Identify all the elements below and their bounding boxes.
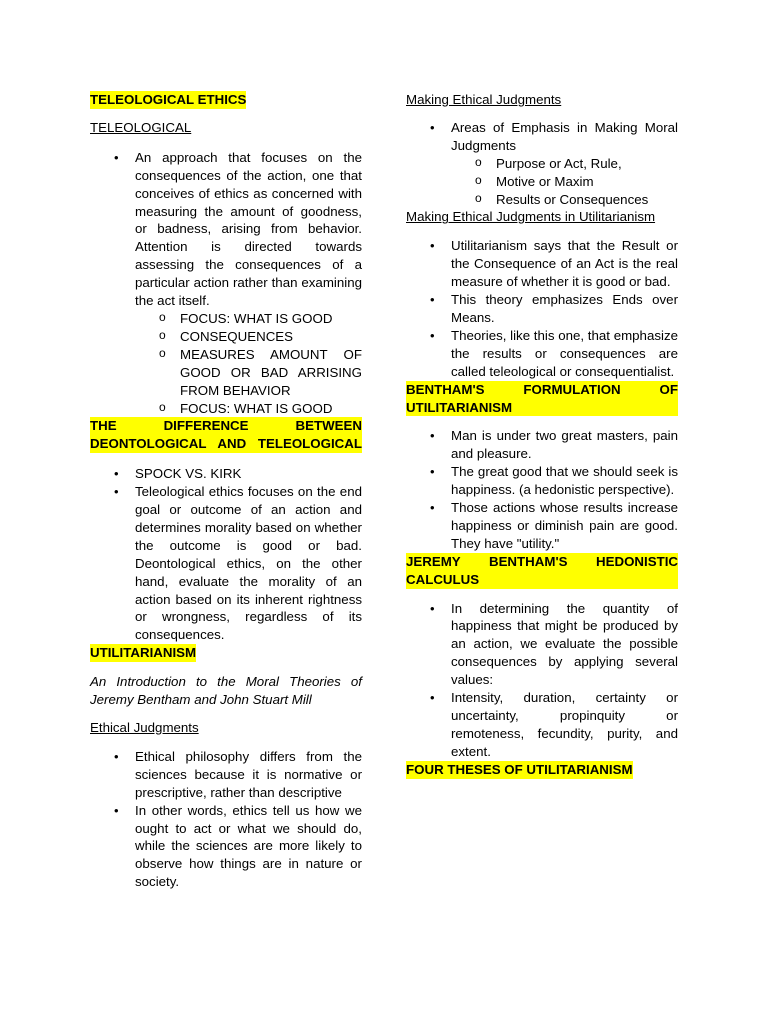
list-item: • Utilitarianism says that the Result or the Consequence of an Act is the real measure of whether it is good or bad. <box>406 237 678 291</box>
bentham-list <box>406 427 678 552</box>
bentham-formulation-heading: BENTHAM'S FORMULATION OF UTILITARIANISM <box>406 381 678 415</box>
list-item: o Purpose or Act, Rule, <box>451 155 678 173</box>
areas-bullet-text: Areas of Emphasis in Making Moral Judgments <box>451 119 678 153</box>
list-item: • Man is under two great masters, pain and pleasure. <box>406 427 678 463</box>
list-item: • Those actions whose results increase happiness or diminish pain are good. They have "utility." <box>406 499 678 553</box>
utilitarianism-list <box>406 237 678 380</box>
ethical-judgments-subheading: Ethical Judgments <box>90 720 199 735</box>
list-item: • The great good that we should seek is happiness. (a hedonistic perspective). <box>406 463 678 499</box>
areas-list <box>406 119 678 209</box>
list-item: • Theories, like this one, that emphasize the results or consequences are called teleological or consequentialist. <box>406 327 678 381</box>
list-item: o Motive or Maxim <box>451 173 678 191</box>
list-item: o CONSEQUENCES <box>135 328 362 346</box>
difference-heading: THE DIFFERENCE BETWEEN DEONTOLOGICAL AND TELEOLOGICAL <box>90 418 362 452</box>
difference-list <box>90 465 362 644</box>
areas-sub-list <box>451 155 678 209</box>
teleological-sub-list <box>135 310 362 417</box>
utilitarianism-heading: UTILITARIANISM <box>90 645 197 661</box>
utilitarianism-judgments-subheading: Making Ethical Judgments in Utilitarianism <box>406 209 656 225</box>
list-item: • In determining the quantity of happiness that might be produced by an action, we evaluate the possible consequences by applying several values: <box>406 600 678 690</box>
ethical-judgments-list <box>90 748 362 891</box>
intro-italic: An Introduction to the Moral Theories of Jeremy Bentham and John Stuart Mill <box>90 674 362 708</box>
hedonistic-calculus-heading: JEREMY BENTHAM'S HEDONISTIC CALCULUS <box>406 553 678 587</box>
left-column <box>90 91 362 891</box>
list-item: • SPOCK VS. KIRK <box>90 465 362 483</box>
list-item <box>90 149 362 418</box>
teleological-ethics-heading: TELEOLOGICAL ETHICS <box>90 92 247 107</box>
list-item: • Teleological ethics focuses on the end goal or outcome of an action and determines morality based on whether the outcome is good or bad. Deontological ethics, on the other hand, evaluate the morality of an action based on its inherent rightness or wrongness, regardless of its consequences. <box>90 483 362 644</box>
list-item: • Ethical philosophy differs from the sciences because it is normative or prescriptive, rather than descriptive <box>90 748 362 802</box>
list-item: • Intensity, duration, certainty or uncertainty, propinquity or remoteness, fecundity, purity, and extent. <box>406 689 678 761</box>
list-item: o Results or Consequences <box>451 191 678 209</box>
making-judgments-subheading: Making Ethical Judgments <box>406 92 562 107</box>
list-item: o FOCUS: WHAT IS GOOD <box>135 310 362 328</box>
right-column <box>406 91 678 779</box>
list-item: o MEASURES AMOUNT OF GOOD OR BAD ARRISING FROM BEHAVIOR <box>135 346 362 400</box>
list-item <box>406 119 678 209</box>
hedonistic-list <box>406 600 678 761</box>
list-item: • This theory emphasizes Ends over Means. <box>406 291 678 327</box>
list-item: o FOCUS: WHAT IS GOOD <box>135 400 362 418</box>
teleological-list <box>90 149 362 418</box>
list-item: • In other words, ethics tell us how we ought to act or what we should do, while the sciences are more likely to observe how things are in nature or society. <box>90 802 362 892</box>
teleological-subheading: TELEOLOGICAL <box>90 119 192 135</box>
four-theses-heading: FOUR THESES OF UTILITARIANISM <box>406 761 633 777</box>
teleological-bullet-text: An approach that focuses on the consequences of the action, one that conceives of ethics as concerned with measuring the amount of goodness, or badness, arising from behavior. Attention is directed towards assessing the consequences of a particular action rather than examining the act itself. <box>135 149 362 309</box>
